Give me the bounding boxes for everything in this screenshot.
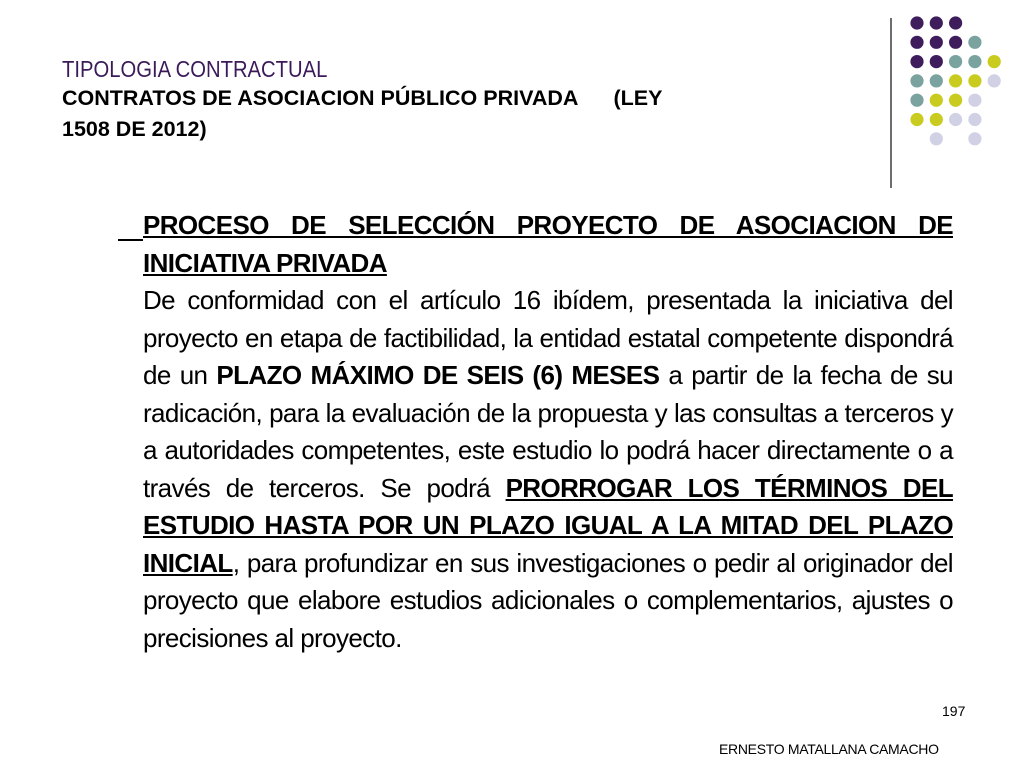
decorative-dot (949, 113, 962, 126)
decorative-dot (910, 113, 923, 126)
decorative-dot (949, 74, 962, 87)
slide-title: TIPOLOGIA CONTRACTUAL (62, 56, 328, 82)
decorative-dot (930, 132, 943, 145)
decorative-dot (910, 55, 923, 68)
body-bold-prorrogar: PRORROGAR LOS TÉRMINOS DEL ESTUDIO HASTA POR UN PLAZO IGUAL A LA MITAD DEL PLAZO INICIAL (143, 472, 953, 578)
decorative-dot (930, 94, 943, 107)
author-name: ERNESTO MATALLANA CAMACHO (719, 741, 939, 757)
decorative-dot (968, 74, 981, 87)
decorative-dot (910, 16, 923, 29)
decorative-dot (930, 16, 943, 29)
decorative-dot (988, 74, 1001, 87)
decorative-dot (949, 94, 962, 107)
decorative-dot (910, 36, 923, 49)
decorative-dot (968, 36, 981, 49)
decorative-dot (968, 113, 981, 126)
decorative-dot (910, 74, 923, 87)
decorative-dot (968, 55, 981, 68)
bullet-line (118, 239, 143, 241)
body-text-part-1: De conformidad con el artículo 16 ibídem, presentada la iniciativa del proyecto en etapa de factibilidad, la entidad estatal competente dispondrá de un (143, 285, 953, 390)
decorative-dot (930, 113, 943, 126)
decorative-dot (949, 16, 962, 29)
subtitle-line-2: 1508 DE 2012) (62, 117, 207, 141)
body-text-part-3: , para profundizar en sus investigaciones o pedir al originador del proyecto que elabore estudios adicionales o complementarios, ajustes o precisiones al proyecto. (143, 547, 953, 653)
slide-body (143, 207, 953, 657)
body-bold-plazo: PLAZO MÁXIMO DE SEIS (6) MESES (216, 360, 660, 390)
decorative-dot (988, 55, 1001, 68)
page-number: 197 (942, 703, 966, 719)
decorative-dot (968, 132, 981, 145)
decorative-dot (949, 55, 962, 68)
decorative-dot (968, 94, 981, 107)
decorative-dot (930, 74, 943, 87)
decorative-dot-grid (0, 0, 1024, 200)
decorative-dot (930, 36, 943, 49)
decorative-dot (910, 94, 923, 107)
section-heading: PROCESO DE SELECCIÓN PROYECTO DE ASOCIACION DE INICIATIVA PRIVADA (143, 210, 953, 278)
decorative-dot (930, 55, 943, 68)
subtitle-line-1: CONTRATOS DE ASOCIACION PÚBLICO PRIVADA (LEY (62, 86, 663, 110)
body-text-part-2: a partir de la fecha de su radicación, para la evaluación de la propuesta y las consultas a terceros y a autoridades competentes, este estudio lo podrá hacer directamente o a través de terceros. Se podrá (143, 360, 954, 503)
decorative-dot (949, 36, 962, 49)
